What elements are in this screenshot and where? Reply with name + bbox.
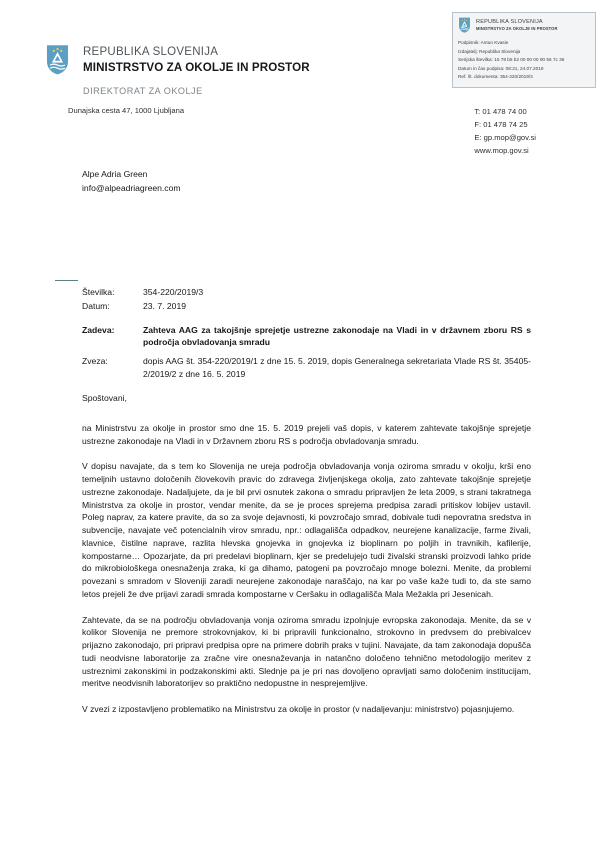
office-address: Dunajska cesta 47, 1000 Ljubljana bbox=[68, 106, 185, 115]
slovenia-coat-of-arms-icon bbox=[458, 17, 471, 33]
letter-paragraph: V dopisu navajate, da s tem ko Slovenija ne ureja področja obvladovanja vonja oziroma smradu v okolju, krši eno temeljnih ustavno določenih človekovih pravic do zdravega življenjskega okolja, zato zahtevate takojšnje sprejetje ustrezne zakonodaje. Nadaljujete, da je bil prvi osnutek zakona o smradu pripravljen že leta 2009, s strani takratnega Ministrstva za okolje in prostor, vendar menite, da se je proces sprejema predpisa zaradi pritiskov lobijev ustavil. Poleg naprav, za katere pravite, da so za svoje dejavnosti, ki povzročajo smrad, dobivale tudi nepovratna sredstva in subvencije, navajate več potencialnih virov smradu, npr.: odlagališča odpadkov, neurejene kanalizacije, farme živali, klavnice, čistilne naprave, razlita hlevska gnojevka in gnojevka iz bioplinarn po poljih in travnikih, kafilerije, kompostarne… Opozarjate, da pri predelavi bioplinarn, kjer se predelujejo tudi živalski stranski proizvodi lahko pride do mikrobiološkega onesnaženja zraka, ki ga dihamo, patogeni pa povzročajo mnoge bolezni. Menite, da problemi povezani s smradom v Sloveniji zaradi neurejene zakonodaje naraščajo, na kar po vaše kaže tudi to, da ste samo letos prejeli že dve prijavi zaradi smrada kompostarne v Ceršaku in odlagališča Mala Mežakla pri Jesenicah. bbox=[82, 461, 531, 599]
letterhead bbox=[45, 44, 310, 98]
letterhead-ministry: MINISTRSTVO ZA OKOLJE IN PROSTOR bbox=[83, 61, 310, 75]
digital-signature-stamp bbox=[452, 12, 596, 88]
recipient-email: info@alpeadriagreen.com bbox=[82, 182, 181, 193]
meta-row-number bbox=[82, 286, 203, 300]
reference-value: dopis AAG št. 354-220/2019/1 z dne 15. 5. 2019, dopis Generalnega sekretariata Vlade RS št. 35405-2/2019/2 z dne 16. 5. 2019 bbox=[143, 356, 531, 379]
meta-date-value: 23. 7. 2019 bbox=[143, 300, 187, 311]
contact-phone: T: 01 478 74 00 bbox=[474, 107, 527, 116]
meta-date-label: Datum: bbox=[82, 300, 110, 311]
letter-body bbox=[82, 392, 531, 716]
contact-block bbox=[68, 105, 536, 157]
letter-greeting: Spoštovani, bbox=[82, 393, 127, 403]
signature-field-document-ref: Ref. št. dokumenta: 354-220/2019/3 bbox=[458, 74, 533, 80]
recipient-block bbox=[82, 168, 181, 196]
contact-website: www.mop.gov.si bbox=[474, 146, 529, 156]
signature-stamp-header bbox=[458, 17, 590, 36]
reference-label: Zveza: bbox=[82, 356, 108, 367]
signature-stamp-country: REPUBLIKA SLOVENIJA bbox=[476, 19, 543, 26]
letter-paragraph: V zvezi z izpostavljeno problematiko na Ministrstvu za okolje in prostor (v nadaljevanju: ministrstvo) pojasnjujemo. bbox=[82, 704, 515, 714]
letterhead-country: REPUBLIKA SLOVENIJA bbox=[83, 46, 219, 58]
signature-stamp-ministry: MINISTRSTVO ZA OKOLJE IN PROSTOR bbox=[476, 25, 558, 31]
subject-value: Zahteva AAG za takojšnje sprejetje ustrezne zakonodaje na Vladi in v državnem zboru RS s področja obvladovanja smradu bbox=[143, 325, 531, 348]
document-meta bbox=[82, 286, 203, 314]
letterhead-directorate: DIREKTORAT ZA OKOLJE bbox=[83, 86, 203, 97]
contact-details bbox=[474, 105, 536, 157]
signature-stamp-org bbox=[476, 19, 557, 31]
slovenia-coat-of-arms-icon bbox=[45, 44, 70, 75]
contact-fax: F: 01 478 74 25 bbox=[474, 120, 528, 130]
contact-email: E: gp.mop@gov.si bbox=[474, 133, 536, 143]
meta-row-date bbox=[82, 300, 203, 314]
subject-label: Zadeva: bbox=[82, 325, 115, 335]
subject-block bbox=[82, 324, 531, 387]
signature-field-serial: Serijska številka: 15 78 b5 b2 00 00 00 00 56 7c 36 bbox=[458, 57, 565, 63]
signature-field-signer: Podpisnik: Antun Kvasie bbox=[458, 40, 509, 45]
subject-row bbox=[82, 324, 531, 348]
letter-paragraph: Zahtevate, da se na področju obvladovanja vonja oziroma smradu izpolnjuje evropska zakonodaja. Menite, da se v kolikor Slovenija ne premore strokovnjakov, ki bi pripravili funkcionalno, strokovno in predvsem do prebivalcev prijazno zakonodajo, pri pripravi predpisa opre na primere dobrih praks v tujini. Navajate, da tam zakonodaja dopušča tudi neodvisne laboratorije za zračne vire onesnaževanja in natančno določeno tehnično metodologijo meritev z ustreznimi zakonskimi in podzakonskimi akti. Slednje pa je pri nas dovoljeno opravljati samo določenim institucijam, meritve neodvisnih laboratorijev so praktično nedopustne in nesprejemljive. bbox=[82, 614, 531, 689]
signature-field-issuer: Izdajatelj: Republika Slovenija bbox=[458, 48, 521, 54]
header-divider-rule bbox=[55, 280, 78, 281]
letterhead-text bbox=[83, 44, 310, 98]
letter-paragraph: na Ministrstvu za okolje in prostor smo dne 15. 5. 2019 prejeli vaš dopis, v katerem zahtevate takojšnje sprejetje ustrezne zakonodaje na Vladi in v Državnem zboru RS s področja obvladovanja smradu. bbox=[82, 422, 531, 446]
recipient-name: Alpe Adria Green bbox=[82, 169, 148, 179]
meta-number-label: Številka: bbox=[82, 287, 115, 297]
meta-number-value: 354-220/2019/3 bbox=[143, 287, 204, 297]
signature-field-timestamp: Datum in čas podpisa: 08:21, 24.07.2019 bbox=[458, 65, 544, 71]
reference-row bbox=[82, 355, 531, 379]
signature-stamp-fields bbox=[458, 36, 590, 82]
